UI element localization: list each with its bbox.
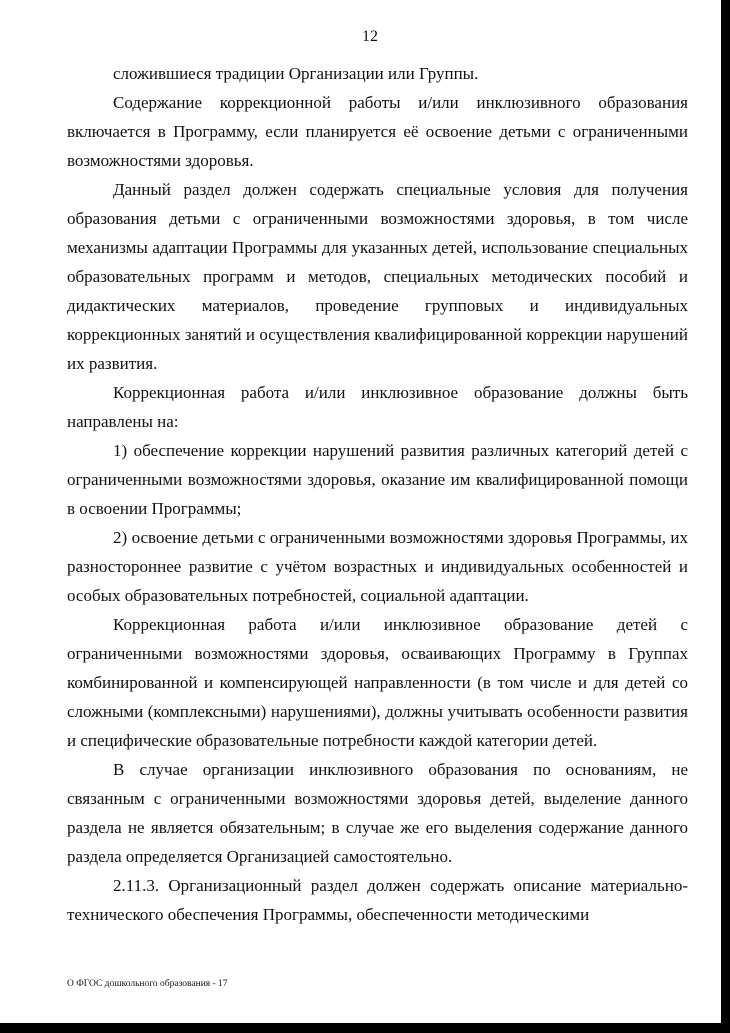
paragraph-section-conditions: Данный раздел должен содержать специальные условия для получения образования детьми с ограниченными возможностями здоровья, в том числе механизмы адаптации Программы для указанных детей, использование специальных образовательных программ и методов, специальных методических пособий и дидактических материалов, проведение групповых и индивидуальных коррекционных занятий и осуществления квалифицированной коррекции нарушений их развития. [67, 180, 688, 373]
paragraph-organizational-section: 2.11.3. Организационный раздел должен содержать описание материально-технического обеспечения Программы, обеспеченности методическими [67, 876, 688, 924]
paragraph-continuation: сложившиеся традиции Организации или Группы. [113, 64, 479, 83]
paragraph-list-item-2: 2) освоение детьми с ограниченными возможностями здоровья Программы, их разностороннее развитие с учётом возрастных и индивидуальных особенностей и особых образовательных потребностей, социальной адаптации. [67, 528, 688, 605]
footer-note: О ФГОС дошкольного образования - 17 [67, 979, 228, 989]
scan-edge-bottom [0, 1023, 730, 1033]
paragraph-combined-groups: Коррекционная работа и/или инклюзивное образование детей с ограниченными возможностями здоровья, осваивающих Программу в Группах комбинированной и компенсирующей направленности (в том числе и для детей со сложными (комплексными) нарушениями), должны учитывать особенности развития и специфические образовательные потребности каждой категории детей. [67, 615, 688, 750]
paragraph-directions-intro: Коррекционная работа и/или инклюзивное образование должны быть направлены на: [67, 383, 688, 431]
paragraph-list-item-1: 1) обеспечение коррекции нарушений развития различных категорий детей с ограниченными возможностями здоровья, оказание им квалифицированной помощи в освоении Программы; [67, 441, 688, 518]
scan-edge-right [721, 0, 730, 1033]
page-number: 12 [362, 28, 378, 45]
paragraph-inclusive-case: В случае организации инклюзивного образования по основаниям, не связанным с ограниченными возможностями здоровья детей, выделение данного раздела не является обязательным; в случае же его выделения содержание данного раздела определяется Организацией самостоятельно. [67, 760, 688, 866]
paragraph-correction-content: Содержание коррекционной работы и/или инклюзивного образования включается в Программу, если планируется её освоение детьми с ограниченными возможностями здоровья. [67, 93, 688, 170]
body-text [67, 59, 688, 929]
